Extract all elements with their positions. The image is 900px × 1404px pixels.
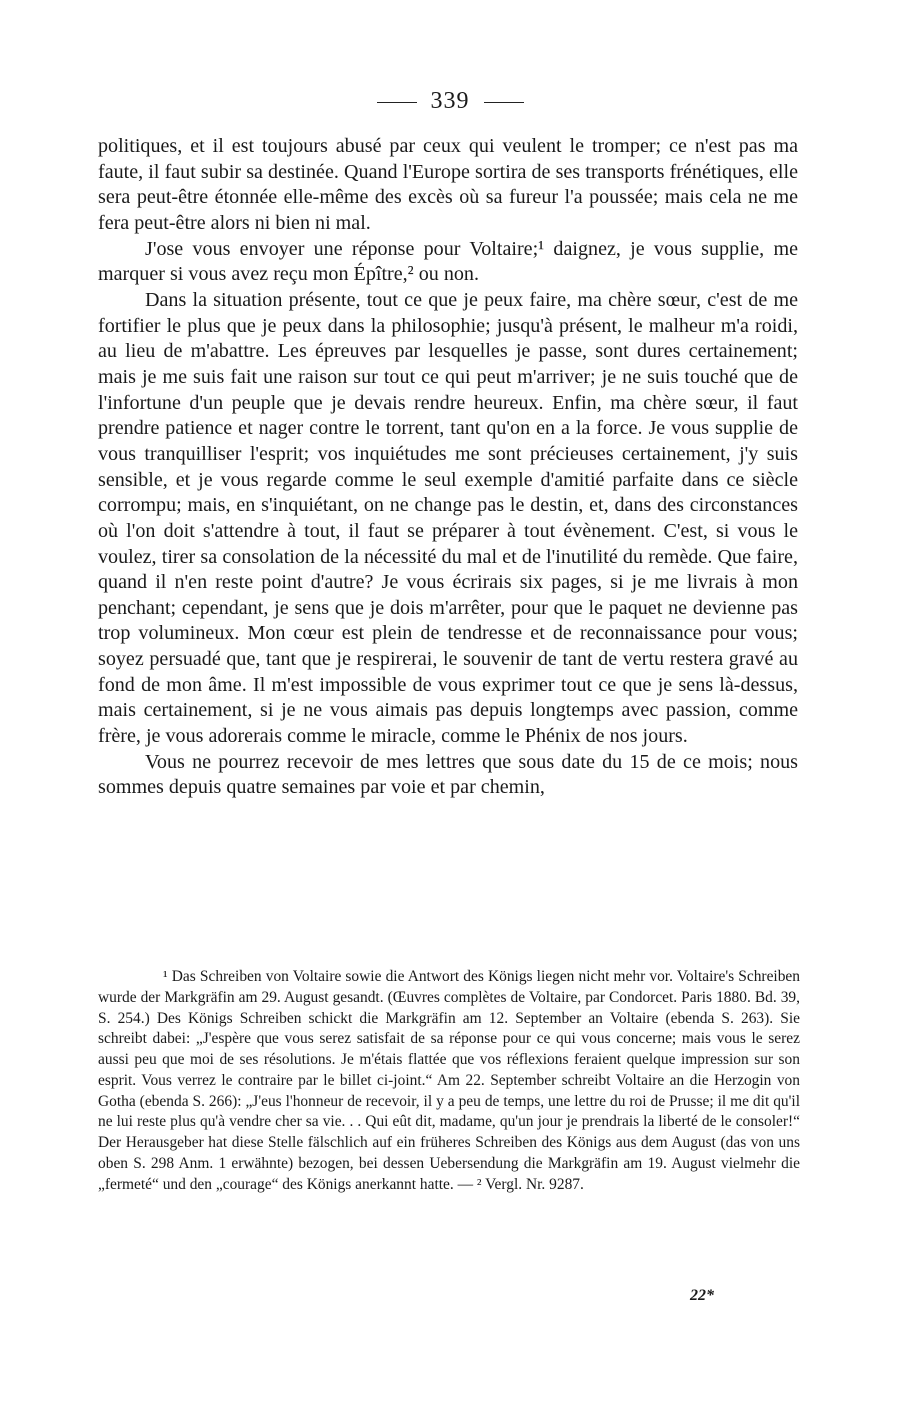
paragraph-4: Vous ne pourrez recevoir de mes lettres que sous date du 15 de ce mois; nous sommes depuis quatre semaines par voie et par chemin, — [98, 750, 798, 799]
letter-text — [98, 134, 798, 801]
footnotes — [98, 967, 800, 1195]
paragraph-2: J'ose vous envoyer une réponse pour Voltaire;¹ daignez, je vous supplie, me marquer si vous avez reçu mon Épître,² ou non. — [98, 237, 798, 286]
footnote-text: ¹ Das Schreiben von Voltaire sowie die Antwort des Königs liegen nicht mehr vor. Voltaire's Schreiben wurde der Markgräfin am 29. August gesandt. (Œuvres complètes de Voltaire, par Condorcet. Paris 1880. Bd. 39, S. 254.) Des Königs Schreiben schickt die Markgräfin am 12. September an Voltaire (ebenda S. 263). Sie schreibt dabei: „J'espère que vous serez satisfait de sa réponse pour ce qui vous concerne; mais vous le serez aussi peu que moi de ses résolutions. Je m'étais flattée que vos réflexions feraient quelque impression sur son esprit. Vous verrez le contraire par le billet ci-joint.“ Am 22. September schreibt Voltaire an die Herzogin von Gotha (ebenda S. 266): „J'eus l'honneur de recevoir, il y a peu de temps, une lettre du roi de Prusse; il me dit qu'il ne lui reste plus qu'à vendre cher sa vie. . . Qui eût dit, madame, qu'un jour je prendrais la liberté de le consoler!“ Der Herausgeber hat diese Stelle fälschlich auf ein früheres Schreiben des Königs aus dem August (das von uns oben S. 298 Anm. 1 erwähnte) bezogen, bei dessen Uebersendung die Markgräfin am 19. August vielmehr die „fermeté“ und den „courage“ des Königs anerkannt hatte. — ² Vergl. Nr. 9287. — [98, 968, 800, 1193]
header-rule-right — [484, 102, 524, 103]
paragraph-3: Dans la situation présente, tout ce que je peux faire, ma chère sœur, c'est de me fortifier le plus que je peux dans la philosophie; jusqu'à présent, le malheur m'a roidi, au lieu de m'abattre. Les épreuves par lesquelles je passe, sont dures certainement; mais je me suis fait une raison sur tout ce qui peut m'arriver; je ne suis touché que de l'infortune d'un peuple que je devais rendre heureux. Enfin, ma chère sœur, il faut prendre patience et nager contre le torrent, tant qu'on en a la force. Je vous supplie de vous tranquilliser l'esprit; vos inquiétudes me sont précieuses certainement, j'y suis sensible, et je vous regarde comme le seul exemple d'amitié parfaite dans ce siècle corrompu; mais, en s'inquiétant, on ne change pas le destin, et, dans des circonstances où l'on doit s'attendre à tout, il faut se préparer à tout évènement. C'est, si vous le voulez, tirer sa consolation de la nécessité du mal et de l'inutilité du remède. Que faire, quand il n'en reste point d'autre? Je vous écrirais six pages, si je me livrais à mon penchant; cependant, je sens que je dois m'arrêter, pour que le paquet ne devienne pas trop volumineux. Mon cœur est plein de tendresse et de reconnaissance pour vous; soyez persuadé que, tant que je respirerai, le souvenir de tant de vertu restera gravé au fond de mon âme. Il m'est impossible de vous exprimer tout ce que je sens là-dessus, mais certainement, si je ne vous aimais pas depuis longtemps avec passion, comme frère, je vous adorerais comme le miracle, comme le Phénix de nos jours. — [98, 288, 798, 748]
header-rule-left — [377, 102, 417, 103]
page-number: 339 — [430, 88, 470, 114]
paragraph-1: politiques, et il est toujours abusé par ceux qui veulent le tromper; ce n'est pas ma faute, il faut subir sa destinée. Quand l'Europe sortira de ses transports frénétiques, elle sera peut-être étonnée elle-même des excès où sa fureur l'a poussée; mais cela ne me fera peut-être alors ni bien ni mal. — [98, 135, 798, 234]
signature-mark: 22* — [690, 1287, 714, 1304]
page-header — [0, 88, 900, 115]
